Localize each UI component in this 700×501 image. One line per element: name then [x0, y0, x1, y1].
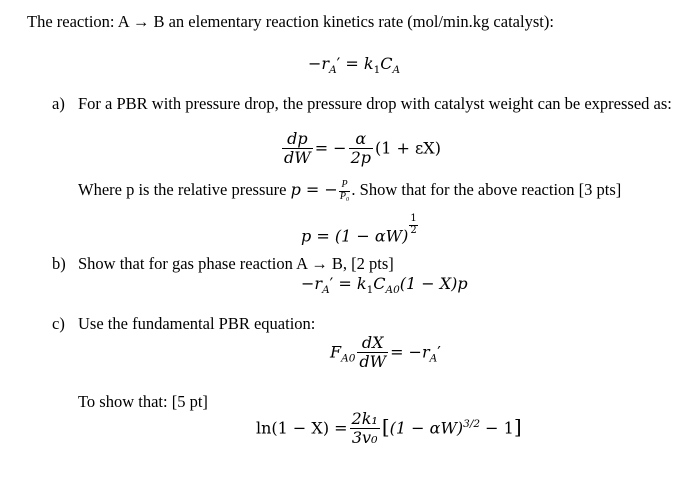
final-result-equation	[256, 410, 522, 448]
pbr-f: F	[330, 342, 342, 362]
gas-rate-c-sub: A0	[385, 284, 400, 297]
final-exponent: 3/2	[463, 418, 481, 431]
pressure-drop-tail: (1 + εX)	[375, 138, 441, 158]
dw-denominator: dW	[284, 148, 311, 168]
part-a-label: a)	[52, 94, 65, 113]
part-b-text: Show that for gas phase reaction A → B, [2 pts]	[78, 254, 394, 273]
dp-dw-fraction	[282, 130, 313, 168]
gas-rate-lhs-sub: A	[322, 284, 330, 297]
dx-numerator: dX	[357, 334, 388, 353]
p-numerator: P	[339, 180, 351, 192]
part-c-text: Use the fundamental PBR equation:	[78, 314, 316, 333]
final-tail: − 1	[480, 418, 514, 438]
where-line	[78, 180, 621, 202]
pbr-rhs-sub: A	[429, 352, 438, 365]
to-show-text: To show that: [5 pt]	[78, 392, 208, 411]
pressure-drop-equation	[280, 130, 441, 168]
rate-law-c: C	[380, 54, 393, 73]
rate-law-prime: ′ =	[336, 54, 364, 73]
alpha-numerator: α	[349, 130, 373, 149]
pbr-rhs: = −r	[390, 342, 430, 362]
dx-dw-fraction	[357, 334, 388, 372]
gas-rate-k: k	[356, 274, 367, 293]
pressure-drop-equals: = −	[314, 138, 347, 158]
part-c-label: c)	[52, 314, 65, 333]
p-over-p0-fraction	[339, 180, 351, 202]
rate-law-c-sub: A	[392, 64, 401, 77]
show-p-body: p = (1 − αW)	[301, 226, 409, 246]
part-b-label: b)	[52, 254, 66, 273]
gas-rate-tail: (1 − X)p	[399, 274, 468, 293]
dw-denominator-c: dW	[359, 352, 387, 372]
gas-rate-c: C	[373, 274, 386, 293]
half-exponent	[409, 214, 417, 236]
gas-rate-prime: ′ =	[329, 274, 357, 293]
rate-law-equation	[308, 54, 401, 77]
final-fraction	[350, 410, 380, 448]
alpha-2p-fraction	[349, 130, 373, 168]
2p-denominator: 2p	[350, 148, 372, 168]
final-bracket-close: ]	[513, 414, 522, 439]
final-bracket-open: [	[381, 414, 390, 439]
rate-law-lhs: −r	[308, 54, 330, 73]
gas-phase-rate-equation	[301, 274, 468, 297]
pbr-design-equation	[330, 334, 441, 372]
rate-law-k-sub: 1	[373, 64, 381, 77]
part-a-text: For a PBR with pressure drop, the pressure drop with catalyst weight can be expressed as:	[78, 94, 672, 113]
gas-rate-k-sub: 1	[366, 284, 374, 297]
half-den: 2	[410, 224, 417, 236]
where-p-eq: p = −	[290, 179, 338, 199]
p0-denominator: P₀	[339, 190, 350, 202]
pbr-rhs-prime: ′	[437, 342, 441, 362]
half-num: 1	[410, 213, 417, 224]
where-after-text: . Show that for the above reaction [3 pts]	[351, 179, 622, 199]
intro-text: The reaction: A → B an elementary reaction kinetics rate (mol/min.kg catalyst):	[27, 12, 554, 31]
rate-law-lhs-sub: A	[329, 64, 337, 77]
show-p-equation	[301, 214, 419, 245]
final-denominator: 3v₀	[351, 428, 378, 448]
rate-law-k: k	[363, 54, 374, 73]
final-body: (1 − αW)	[389, 418, 464, 438]
final-numerator: 2k₁	[351, 409, 378, 428]
pbr-f-sub: A0	[341, 352, 356, 365]
dp-numerator: dp	[282, 130, 313, 149]
where-text: Where p is the relative pressure	[78, 179, 291, 199]
final-lhs: ln(1 − X) =	[256, 418, 348, 438]
gas-rate-lhs: −r	[301, 274, 323, 293]
